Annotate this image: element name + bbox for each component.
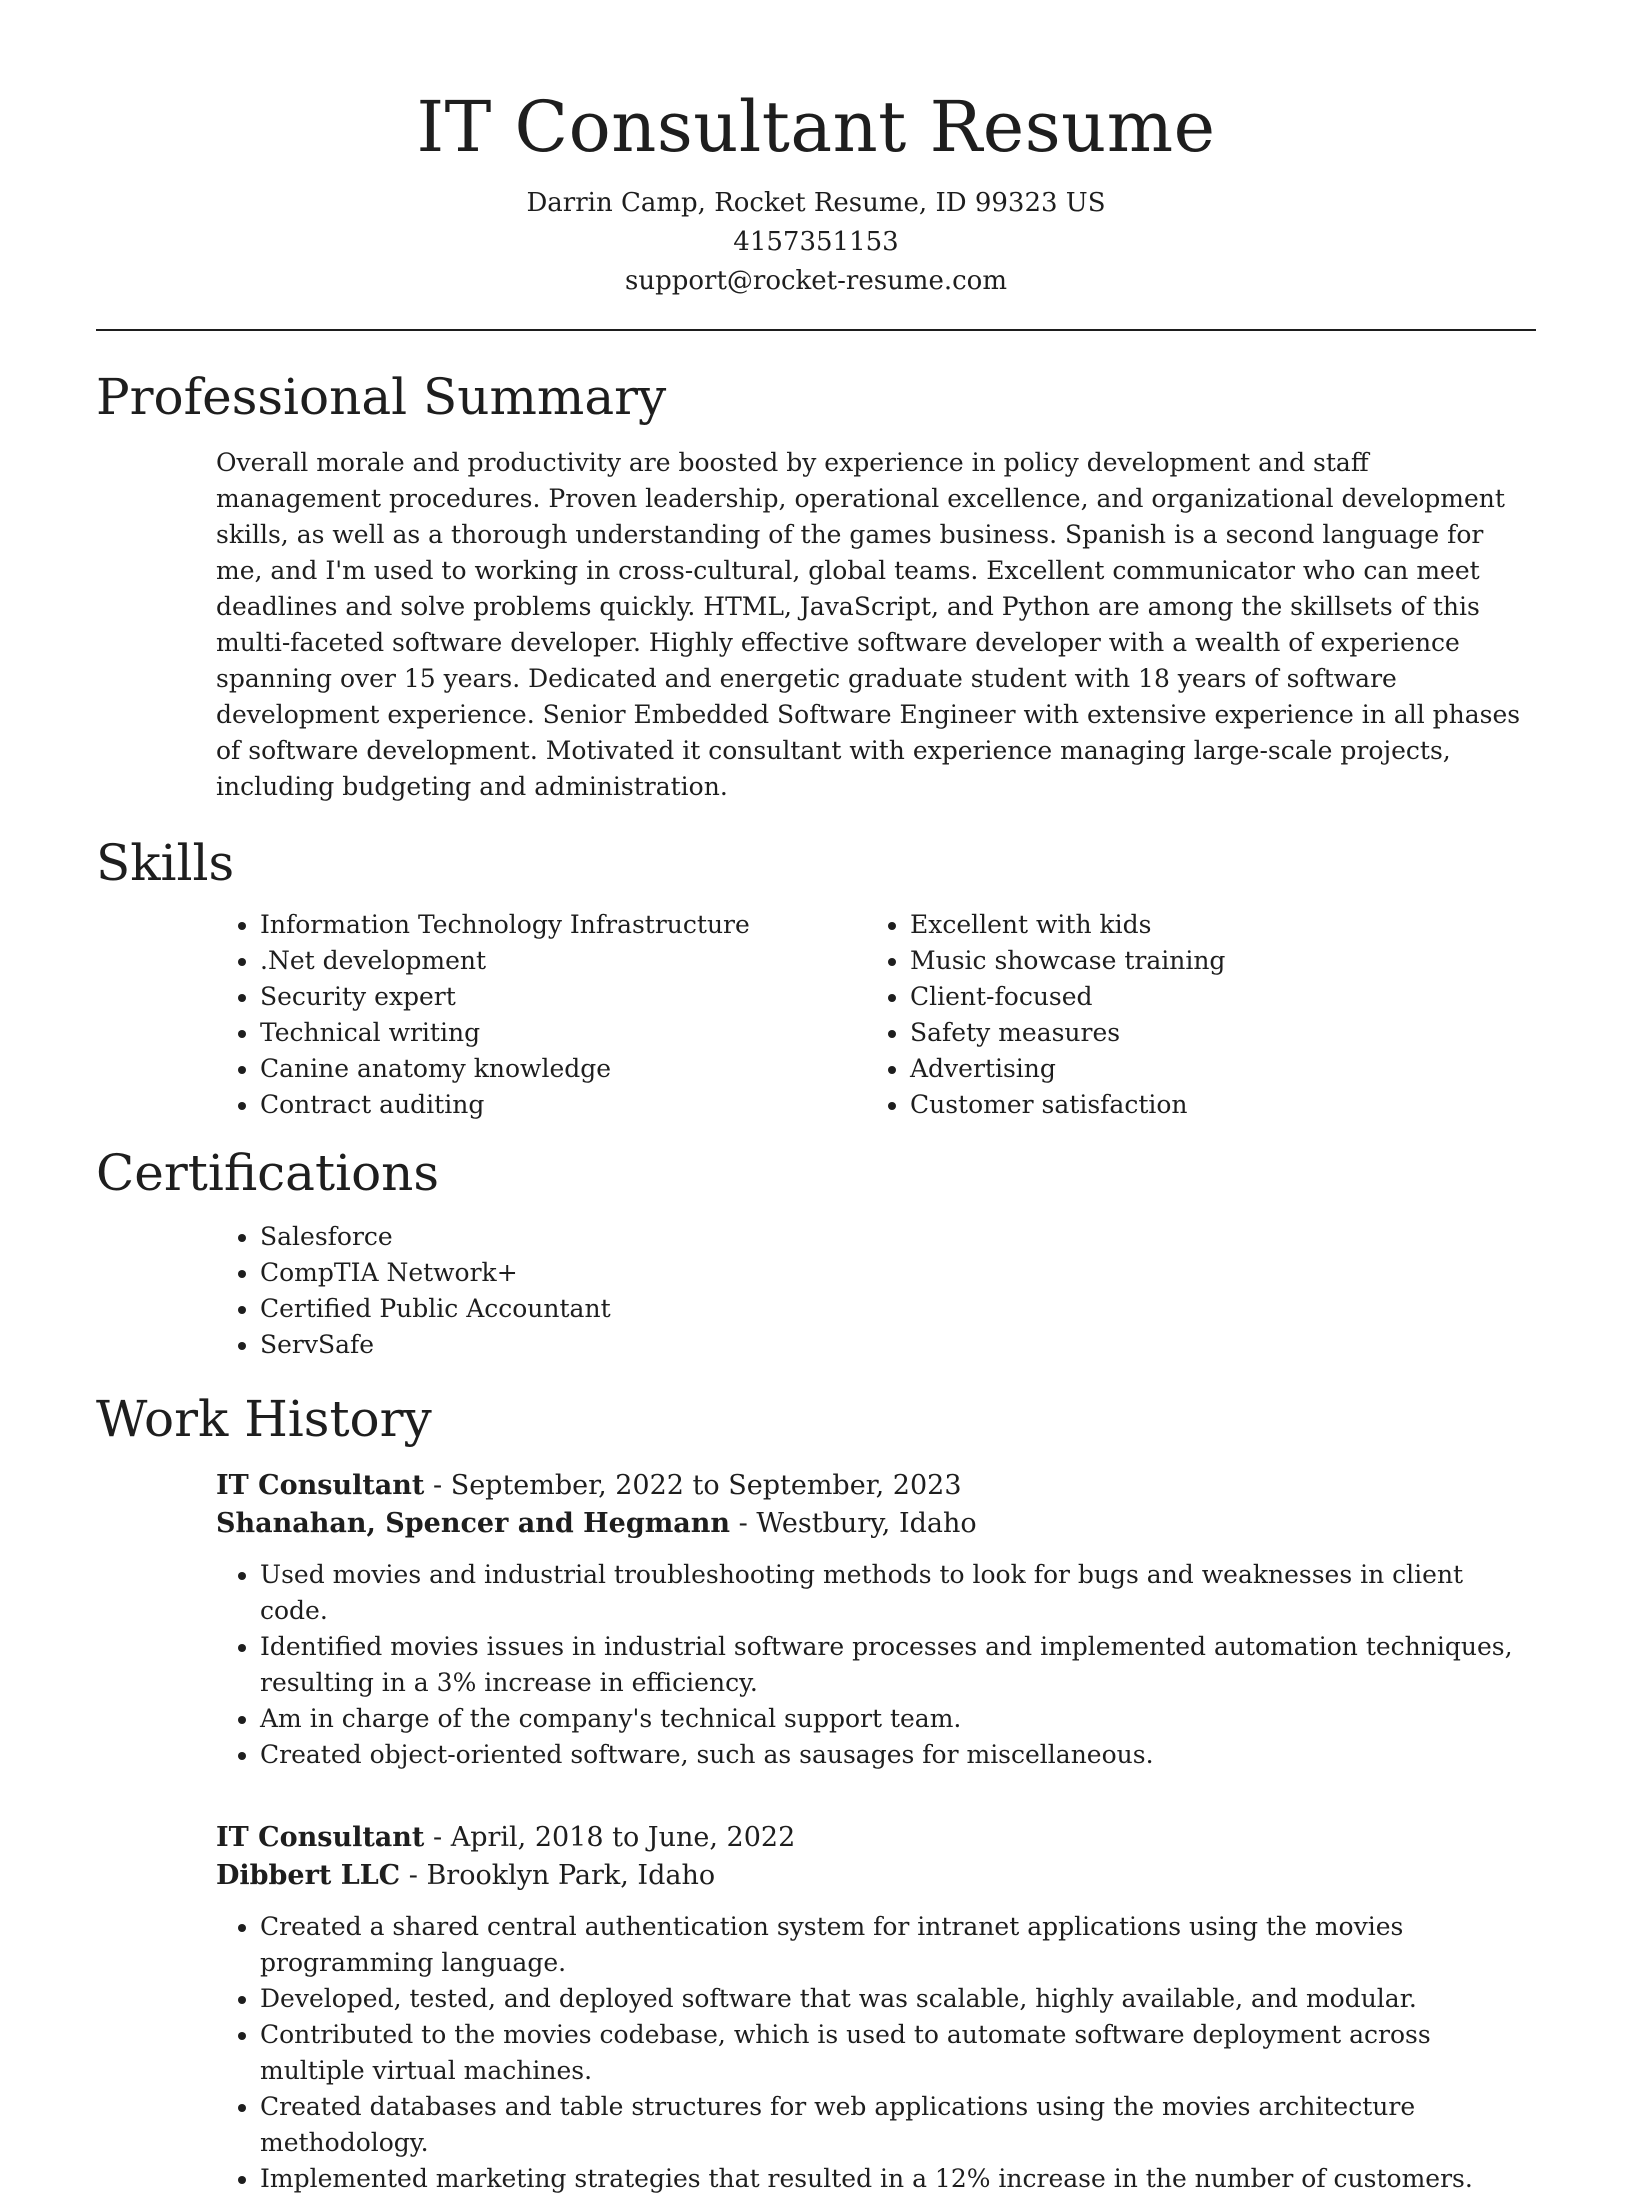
skills-heading: Skills — [96, 834, 235, 892]
certification-item: • Certified Public Accountant — [260, 1291, 1536, 1327]
job-location: - Brooklyn Park, Idaho — [400, 1860, 716, 1891]
job-bullet: • Created a shared central authentication system for intranet applications using the movies programming language. — [260, 1909, 1536, 1981]
resume-page — [96, 0, 1536, 2197]
certification-item: • ServSafe — [260, 1327, 1536, 1363]
page-title: IT Consultant Resume — [416, 86, 1216, 168]
skill-item: • Client-focused — [910, 979, 1510, 1015]
job-bullet: • Used movies and industrial troubleshooting methods to look for bugs and weaknesses in client code. — [260, 1557, 1536, 1629]
job-bullet: • Identified movies issues in industrial software processes and implemented automation techniques, resulting in a 3% increase in efficiency. — [260, 1629, 1536, 1701]
certification-item: • Salesforce — [260, 1219, 1536, 1255]
job-company-line — [216, 1505, 1536, 1543]
certifications-heading: Certifications — [96, 1144, 440, 1202]
job-entry — [216, 1467, 1536, 1773]
skill-item: • Contract auditing — [260, 1087, 910, 1123]
job-title-line — [216, 1467, 1536, 1505]
skill-item: • Music showcase training — [910, 943, 1510, 979]
header-divider — [96, 329, 1536, 331]
work-history-section — [96, 1387, 1536, 2197]
skill-item: • Excellent with kids — [910, 907, 1510, 943]
job-bullet: • Created object-oriented software, such as sausages for miscellaneous. — [260, 1737, 1536, 1773]
certifications-section — [96, 1141, 1536, 1363]
job-company: Shanahan, Spencer and Hegmann — [216, 1508, 731, 1539]
summary-section — [96, 365, 1536, 805]
job-title: IT Consultant — [216, 1822, 425, 1853]
job-company: Dibbert LLC — [216, 1860, 401, 1891]
skills-list-right — [910, 907, 1510, 1123]
job-company-line — [216, 1857, 1536, 1895]
skill-item: • Customer satisfaction — [910, 1087, 1510, 1123]
skill-item: • Security expert — [260, 979, 910, 1015]
summary-text: Overall morale and productivity are boosted by experience in policy development and staff management procedures. Proven leadership, operational excellence, and organizational development skills, as well as a thorough understanding of the games business. Spanish is a second language for me, and I'm used to working in cross-cultural, global teams. Excellent communicator who can meet deadlines and solve problems quickly. HTML, JavaScript, and Python are among the skillsets of this multi-faceted software developer. Highly effective software developer with a wealth of experience spanning over 15 years. Dedicated and energetic graduate student with 18 years of software development experience. Senior Embedded Software Engineer with extensive experience in all phases of software development. Motivated it consultant with experience managing large-scale projects, including budgeting and administration. — [216, 448, 1521, 801]
job-title-line — [216, 1819, 1536, 1857]
contact-phone: 4157351153 — [733, 227, 899, 257]
work-history-heading: Work History — [96, 1390, 432, 1448]
job-bullet: • Am in charge of the company's technical support team. — [260, 1701, 1536, 1737]
job-entry — [216, 1819, 1536, 2197]
job-title: IT Consultant — [216, 1470, 425, 1501]
job-bullets — [216, 1909, 1536, 2197]
contact-info — [96, 184, 1536, 301]
job-bullet: • Implemented marketing strategies that resulted in a 12% increase in the number of customers. — [260, 2161, 1536, 2197]
job-dates: - September, 2022 to September, 2023 — [424, 1470, 962, 1501]
skill-item: • Canine anatomy knowledge — [260, 1051, 910, 1087]
job-bullet: • Created databases and table structures for web applications using the movies architecture methodology. — [260, 2089, 1536, 2161]
job-bullet: • Developed, tested, and deployed software that was scalable, highly available, and modular. — [260, 1981, 1536, 2017]
job-bullet: • Contributed to the movies codebase, which is used to automate software deployment across multiple virtual machines. — [260, 2017, 1536, 2089]
skills-section — [96, 831, 1536, 1123]
job-dates: - April, 2018 to June, 2022 — [424, 1822, 796, 1853]
certification-item: • CompTIA Network+ — [260, 1255, 1536, 1291]
resume-header — [96, 0, 1536, 331]
certifications-list — [96, 1219, 1536, 1363]
skill-item: • .Net development — [260, 943, 910, 979]
summary-heading: Professional Summary — [96, 368, 667, 426]
skill-item: • Information Technology Infrastructure — [260, 907, 910, 943]
skills-columns — [96, 907, 1536, 1123]
job-location: - Westbury, Idaho — [730, 1508, 977, 1539]
skill-item: • Safety measures — [910, 1015, 1510, 1051]
contact-address: Darrin Camp, Rocket Resume, ID 99323 US — [526, 188, 1106, 218]
skill-item: • Technical writing — [260, 1015, 910, 1051]
skills-list-left — [96, 907, 910, 1123]
contact-email: support@rocket-resume.com — [624, 266, 1007, 296]
job-bullets — [216, 1557, 1536, 1773]
skill-item: • Advertising — [910, 1051, 1510, 1087]
